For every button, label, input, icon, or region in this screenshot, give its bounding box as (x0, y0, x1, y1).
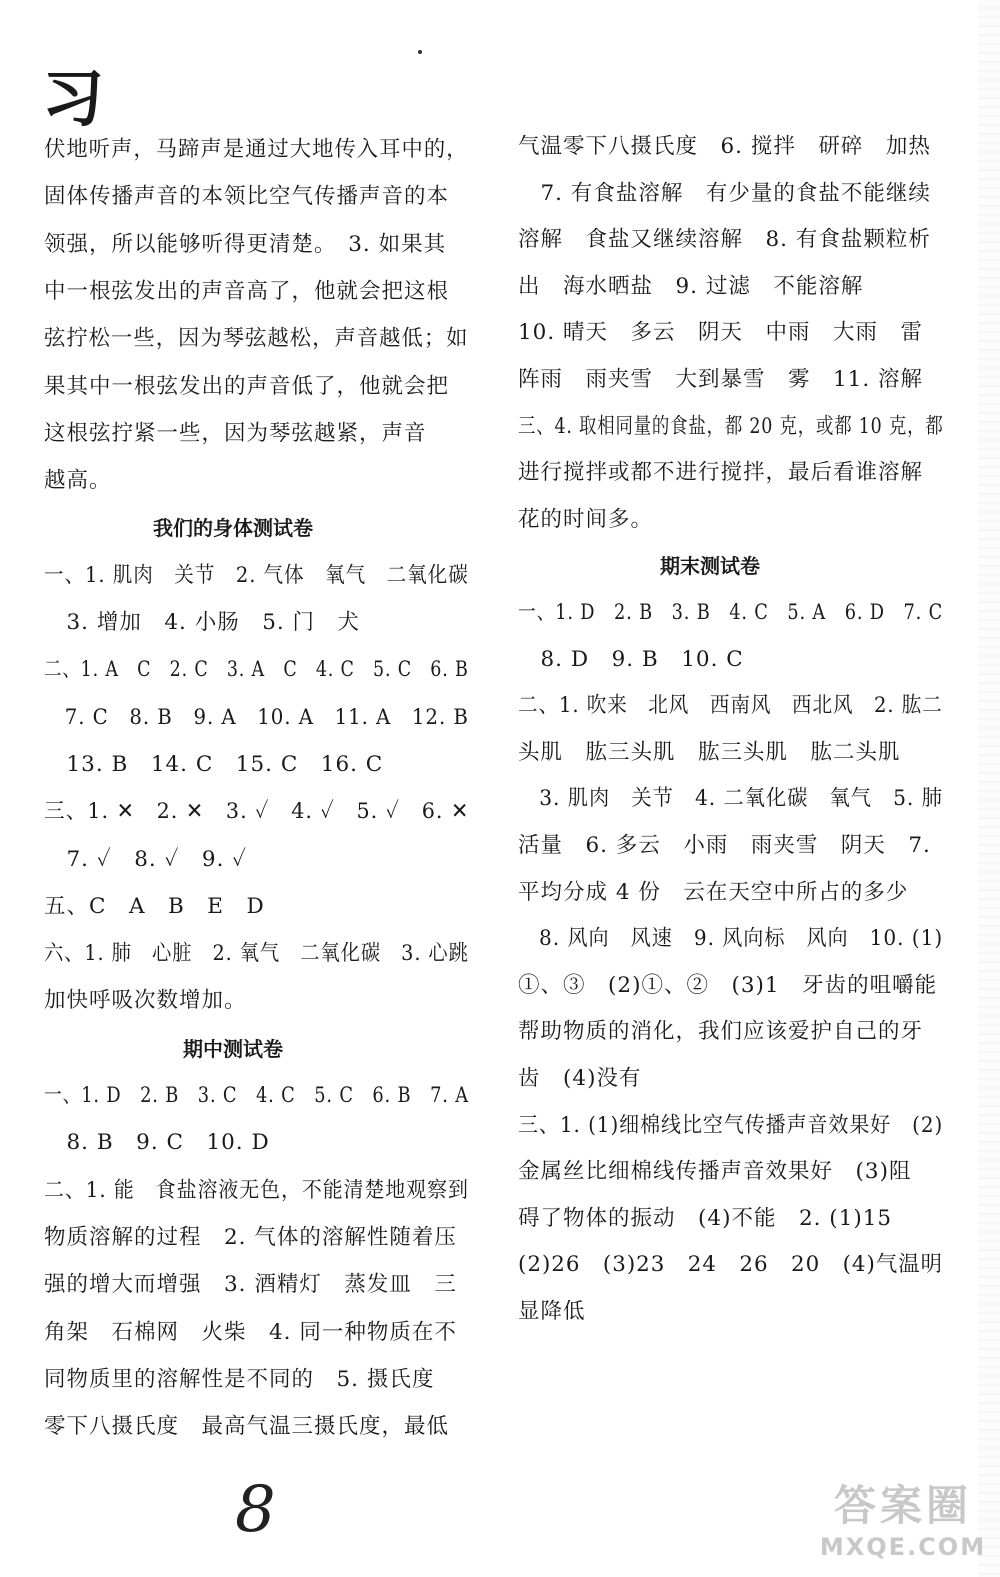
answer-line: 7. 有食盐溶解 有少量的食盐不能继续 (518, 180, 931, 206)
answer-line: 加快呼吸次数增加。 (44, 988, 247, 1014)
answer-line: 一、1. D 2. B 3. B 4. C 5. A 6. D 7. C (518, 600, 944, 625)
answer-line: 活量 6. 多云 小雨 雨夹雪 阴天 7. (518, 833, 931, 858)
answer-line: 一、1. 肌肉 关节 2. 气体 氧气 二氧化碳 (44, 562, 469, 588)
answer-line: 五、C A B E D (44, 893, 265, 919)
answer-line: 气温零下八摄氏度 6. 搅拌 研碎 加热 (518, 134, 931, 159)
answer-line: 帮助物质的消化，我们应该爱护自己的牙 (518, 1019, 924, 1045)
answer-line: 平均分成 4 份 云在天空中所占的多少 (518, 879, 909, 905)
answer-line: 10. 晴天 多云 阴天 中雨 大雨 雷 (518, 320, 924, 346)
answer-line: 伏地听声，马蹄声是通过大地传入耳中的， (44, 137, 469, 162)
answer-line: 果其中一根弦发出的声音低了，他就会把 (44, 373, 450, 399)
answer-line: ①、③ (2)①、② (3)1 牙齿的咀嚼能 (518, 972, 938, 998)
answer-line: 三、1. ✕ 2. ✕ 3. ✓ 4. ✓ 5. ✓ 6. ✕ (44, 799, 470, 825)
answer-line: 显降低 (518, 1299, 586, 1324)
answer-line: (2)26 (3)23 24 26 20 (4)气温明 (518, 1252, 944, 1278)
answer-line: 8. D 9. B 10. C (518, 646, 744, 672)
watermark-logo (818, 1481, 988, 1561)
chapter-title-char: 习 (42, 62, 105, 135)
answer-line: 这根弦拧紧一些，因为琴弦越紧，声音 (44, 420, 427, 446)
answer-line: 7. ✓ 8. ✓ 9. ✓ (44, 846, 248, 872)
answer-line: 13. B 14. C 15. C 16. C (44, 751, 384, 777)
answer-line: 阵雨 雨夹雪 大到暴雪 雾 11. 溶解 (518, 367, 924, 392)
answer-line: 花的时间多。 (518, 506, 654, 532)
answer-line: 六、1. 肺 心脏 2. 氧气 二氧化碳 3. 心跳 (44, 941, 469, 967)
answer-line: 二、1. 能 食盐溶液无色，不能清楚地观察到 (44, 1177, 469, 1203)
section-heading: 期中测试卷 (183, 1036, 283, 1061)
answer-line: 3. 增加 4. 小肠 5. 门 犬 (44, 610, 361, 635)
answer-line: 角架 石棉网 火柴 4. 同一种物质在不 (44, 1319, 457, 1345)
watermark-top: 答案圈 (833, 1481, 972, 1530)
answer-line: 进行搅拌或都不进行搅拌，最后看谁溶解 (518, 460, 924, 486)
page-edge-shading (978, 0, 1000, 1577)
section-heading: 期末测试卷 (660, 554, 760, 579)
watermark-url: MXQE.COM (819, 1533, 987, 1561)
answer-line: 二、1. 吹来 北风 西南风 西北风 2. 肱二 (518, 693, 943, 719)
answer-line: 碍了物体的振动 (4)不能 2. (1)15 (518, 1205, 893, 1231)
answer-line: 8. 风向 风速 9. 风向标 风向 10. (1) (518, 926, 944, 952)
answer-line: 7. C 8. B 9. A 10. A 11. A 12. B (44, 704, 469, 730)
answer-line: 越高。 (44, 468, 112, 494)
answer-line: 三、1. (1)细棉线比空气传播声音效果好 (2) (518, 1112, 944, 1138)
answer-line: 固体传播声音的本领比空气传播声音的本 (44, 184, 450, 210)
answer-line: 二、1. A C 2. C 3. A C 4. C 5. C 6. B (44, 657, 469, 683)
answer-line: 溶解 食盐又继续溶解 8. 有食盐颗粒析 (518, 227, 931, 253)
answer-line: 强的增大而增强 3. 酒精灯 蒸发皿 三 (44, 1272, 457, 1298)
section-heading: 我们的身体测试卷 (153, 516, 313, 541)
answer-line: 一、1. D 2. B 3. C 4. C 5. C 6. B 7. A (44, 1083, 469, 1108)
answer-line: 3. 肌肉 关节 4. 二氧化碳 氧气 5. 肺 (518, 786, 943, 812)
answer-line: 物质溶解的过程 2. 气体的溶解性随着压 (44, 1224, 457, 1250)
answer-line: 齿 (4)没有 (518, 1066, 642, 1091)
answer-line: 弦拧松一些，因为琴弦越松，声音越低；如 (44, 326, 469, 352)
answer-line: 零下八摄氏度 最高气温三摄氏度，最低 (44, 1414, 450, 1440)
answer-line: 同物质里的溶解性是不同的 5. 摄氏度 (44, 1366, 435, 1392)
answer-line: 8. B 9. C 10. D (44, 1130, 270, 1156)
answer-line: 中一根弦发出的声音高了，他就会把这根 (44, 278, 450, 304)
answer-line: 金属丝比细棉线传播声音效果好 (3)阻 (518, 1159, 912, 1185)
answer-line: 出 海水晒盐 9. 过滤 不能溶解 (518, 273, 864, 299)
answer-line: 三、4. 取相同量的食盐，都 20 克，或都 10 克，都 (518, 413, 944, 439)
answer-line: 头肌 肱三头肌 肱三头肌 肱二头肌 (518, 739, 901, 765)
speck (418, 50, 422, 54)
answer-line: 领强，所以能够听得更清楚。 3. 如果其 (44, 231, 447, 257)
page-number: 8 (235, 1473, 276, 1547)
